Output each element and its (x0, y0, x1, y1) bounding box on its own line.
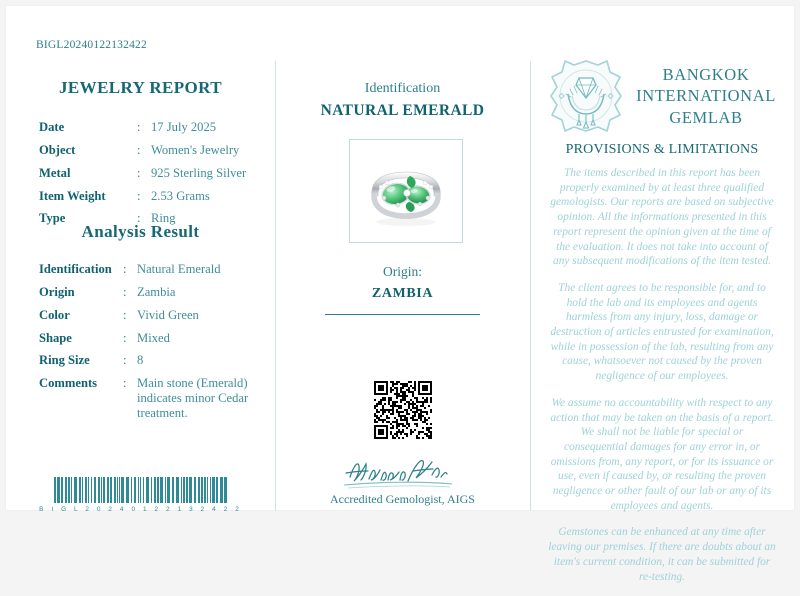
barcode-number: B I G L 2 0 2 4 0 1 2 2 1 3 2 4 2 2 (39, 506, 242, 513)
detail-separator: : (137, 120, 141, 134)
gemologist-signature (275, 453, 530, 496)
provisions-title: PROVISIONS & LIMITATIONS (565, 142, 759, 157)
brand-header (530, 58, 794, 134)
detail-label: Date (39, 120, 65, 134)
detail-separator: : (123, 262, 127, 276)
detail-value: Vivid Green (137, 307, 199, 322)
item-details-table (39, 120, 246, 234)
detail-label: Ring Size (39, 353, 90, 368)
provision-paragraph: Gemstones can be enhanced at any time after leaving our premises. If there are doubts about an item's current condition, it can be submitted for re-testing. (548, 526, 776, 583)
origin-divider (325, 314, 480, 315)
detail-separator: : (137, 211, 141, 226)
detail-row (39, 189, 246, 212)
detail-label: Item Weight (39, 188, 106, 203)
detail-row (39, 143, 246, 166)
origin-label: Origin: (383, 264, 422, 279)
detail-value: 17 July 2025 (151, 120, 217, 134)
emerald-ring-photo (349, 139, 463, 243)
detail-separator: : (123, 307, 127, 322)
detail-label: Metal (39, 165, 71, 180)
detail-row (39, 331, 261, 354)
detail-label: Color (39, 307, 70, 322)
detail-row (39, 285, 261, 308)
detail-row (39, 353, 261, 376)
analysis-result-title: Analysis Result (81, 222, 200, 241)
detail-label: Shape (39, 330, 72, 345)
detail-value: 925 Sterling Silver (151, 165, 247, 180)
barcode-bars (54, 477, 228, 503)
detail-value: 2.53 Grams (151, 188, 210, 203)
jewelry-report-title: JEWELRY REPORT (59, 78, 222, 97)
detail-value: Ring (151, 211, 176, 226)
provision-paragraph: The client agrees to be responsible for, and to hold the lab and its employees and agents harmless from any injury, loss, damage or destruction of articles entrusted for examination, while in possession of the lab, resulting from any cause, whatsoever not caused by the proven negligence of our employees. (550, 281, 774, 383)
detail-row (39, 308, 261, 331)
provisions-text (548, 166, 776, 596)
detail-row (39, 120, 246, 143)
detail-value: Zambia (137, 284, 176, 299)
detail-separator: : (137, 142, 141, 157)
provision-paragraph: We assume no accountability with respect to any action that may be taken on the basis of a report. We shall not be liable for special or consequential damages for any error in, or omissions from, any report, or for its issuance or use, even if caused by, or resulting the proven negligence or other fault of our lab or any of its employees and agents. (550, 396, 774, 512)
detail-row (39, 262, 261, 285)
barcode-block (6, 464, 275, 513)
signature-caption: Accredited Gemologist, AIGS (330, 492, 475, 506)
provision-paragraph: The items described in this report has been properly examined by at least three qualified gemologists. Our reports are based on subjective opinion. All the informations presented in this report represent the opinion given at the time of the evaluation. It does not take into account of any subsequent modifications of the item tested. (550, 167, 774, 268)
left-column (6, 6, 275, 513)
brand-name: BANGKOK INTERNATIONAL GEMLAB (636, 65, 776, 127)
right-column (530, 6, 794, 583)
qr-code-wrap[interactable] (275, 381, 530, 444)
detail-separator: : (123, 376, 127, 391)
detail-label: Origin (39, 284, 75, 299)
detail-separator: : (123, 353, 127, 368)
detail-separator: : (123, 284, 127, 299)
certificate-page (6, 6, 794, 583)
identification-label: Identification (364, 81, 441, 96)
detail-value: Women's Jewelry (151, 142, 240, 157)
detail-label: Comments (39, 376, 98, 391)
qr-code[interactable] (374, 381, 432, 439)
detail-value: Main stone (Emerald) indicates minor Cedar treatment. (137, 376, 249, 421)
detail-separator: : (137, 188, 141, 203)
detail-value: 8 (137, 353, 144, 368)
detail-label: Identification (39, 262, 112, 276)
detail-separator: : (137, 165, 141, 180)
analysis-result-table (39, 262, 261, 429)
detail-row (39, 376, 261, 429)
gemlab-logo-icon (548, 58, 624, 134)
origin-value: ZAMBIA (371, 286, 434, 301)
detail-value: Mixed (137, 330, 170, 345)
detail-separator: : (123, 330, 127, 345)
center-column (275, 6, 530, 510)
detail-row (39, 166, 246, 189)
detail-value: Natural Emerald (137, 262, 221, 276)
detail-label: Type (39, 211, 66, 226)
detail-label: Object (39, 142, 76, 157)
identification-value: NATURAL EMERALD (320, 102, 485, 119)
report-id: BIGL20240122132422 (36, 39, 147, 51)
